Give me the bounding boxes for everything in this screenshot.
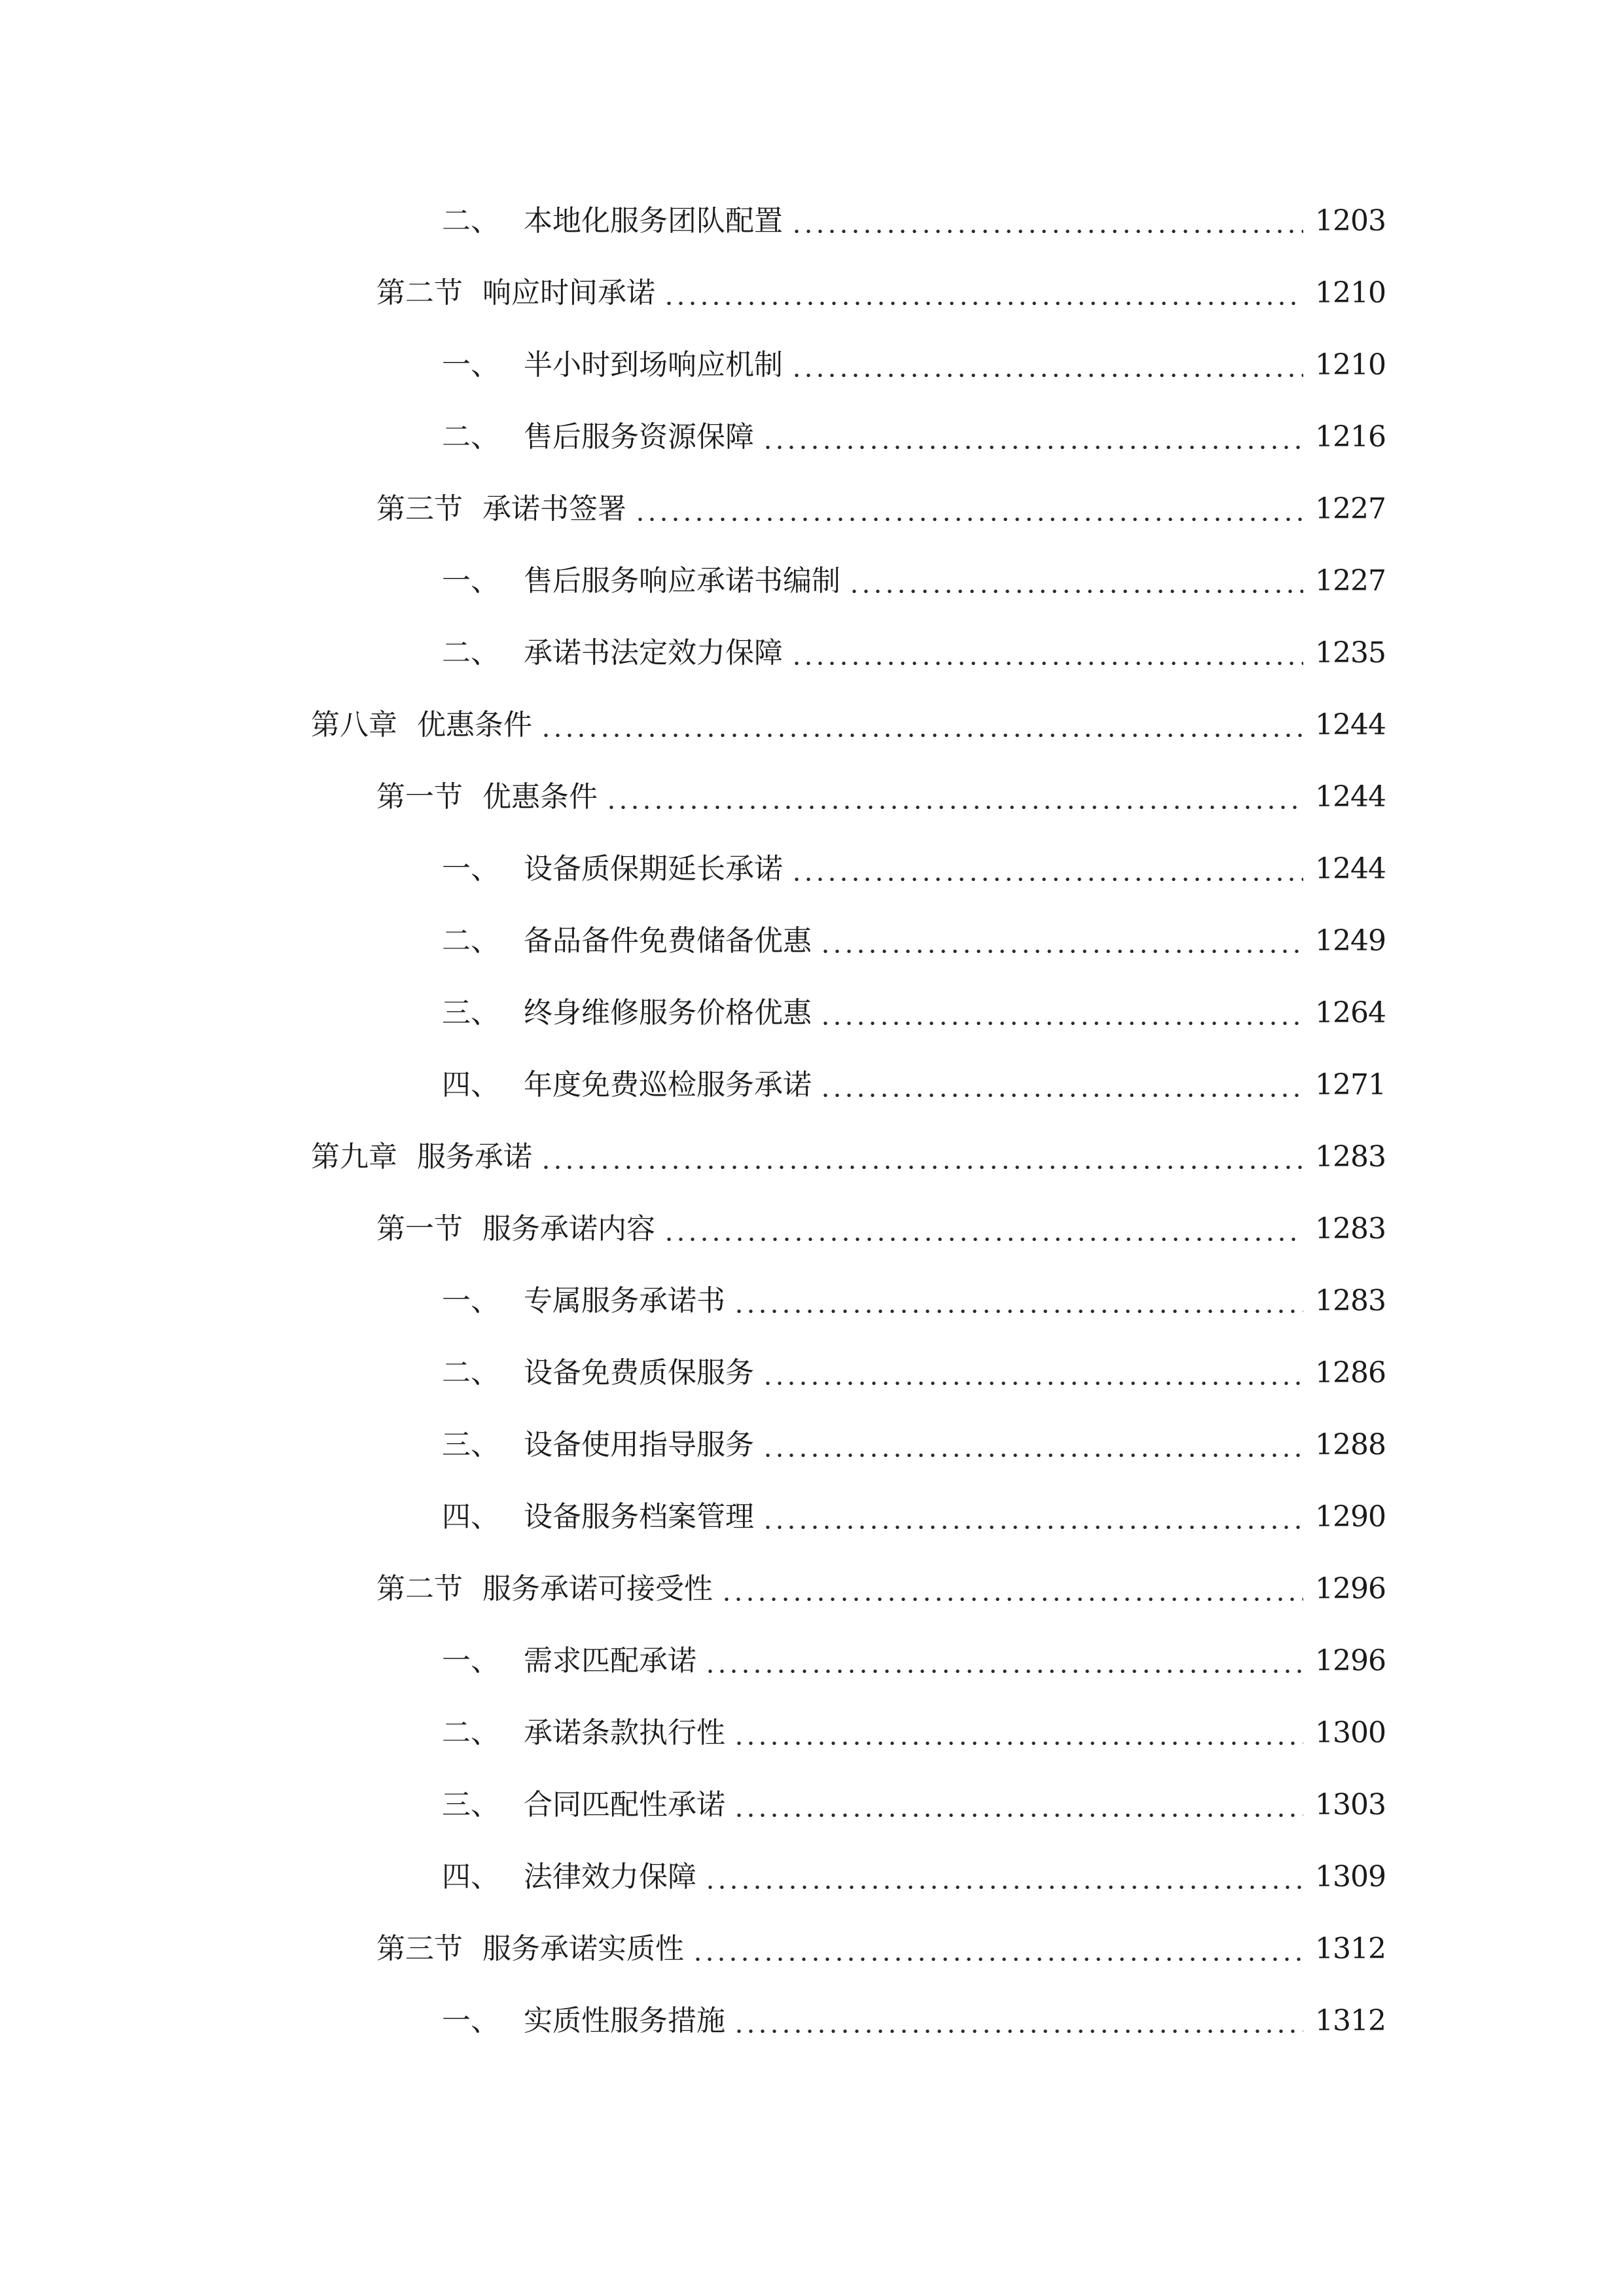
dot-leader bbox=[721, 1575, 1303, 1604]
toc-entry[interactable] bbox=[0, 1913, 1624, 1985]
entry-number: 四、 bbox=[442, 1500, 499, 1534]
entry-title: 响应时间承诺 bbox=[482, 276, 655, 310]
dot-leader bbox=[733, 2007, 1303, 2036]
dot-leader bbox=[791, 351, 1303, 380]
toc-entry[interactable] bbox=[0, 329, 1624, 401]
page-number: 1283 bbox=[1315, 1284, 1386, 1318]
entry-number: 二、 bbox=[442, 1716, 499, 1749]
toc-entry[interactable] bbox=[0, 1409, 1624, 1481]
toc-entry[interactable] bbox=[0, 1265, 1624, 1337]
dot-leader bbox=[663, 279, 1303, 308]
toc-entry[interactable] bbox=[0, 185, 1624, 257]
entry-number: 第二节 bbox=[376, 1572, 463, 1605]
toc-entry[interactable] bbox=[0, 545, 1624, 617]
entry-title: 本地化服务团队配置 bbox=[524, 204, 783, 238]
toc-entry[interactable] bbox=[0, 1841, 1624, 1913]
entry-title: 专属服务承诺书 bbox=[524, 1284, 725, 1318]
page-number: 1249 bbox=[1315, 924, 1386, 958]
page-number: 1288 bbox=[1315, 1428, 1386, 1462]
toc-entry[interactable] bbox=[0, 977, 1624, 1049]
toc-entry[interactable] bbox=[0, 1769, 1624, 1841]
entry-title: 设备免费质保服务 bbox=[524, 1356, 754, 1390]
toc-entry[interactable] bbox=[0, 905, 1624, 977]
entry-title: 承诺书法定效力保障 bbox=[524, 636, 783, 670]
entry-number: 第二节 bbox=[376, 276, 463, 310]
dot-leader bbox=[762, 1359, 1303, 1388]
toc-entry[interactable] bbox=[0, 1121, 1624, 1193]
dot-leader bbox=[605, 783, 1303, 812]
entry-title: 售后服务响应承诺书编制 bbox=[524, 564, 840, 598]
page-number: 1203 bbox=[1315, 204, 1386, 238]
dot-leader bbox=[692, 1935, 1303, 1964]
page-number: 1210 bbox=[1315, 348, 1386, 382]
dot-leader bbox=[704, 1863, 1303, 1892]
table-of-contents bbox=[0, 185, 1624, 2057]
entry-title: 设备服务档案管理 bbox=[524, 1500, 754, 1534]
toc-entry[interactable] bbox=[0, 1193, 1624, 1265]
toc-entry[interactable] bbox=[0, 1697, 1624, 1769]
toc-entry[interactable] bbox=[0, 1481, 1624, 1553]
entry-title: 半小时到场响应机制 bbox=[524, 348, 783, 382]
entry-title: 实质性服务措施 bbox=[524, 2004, 725, 2037]
dot-leader bbox=[762, 1431, 1303, 1460]
dot-leader bbox=[733, 1791, 1303, 1820]
page-number: 1300 bbox=[1315, 1716, 1386, 1749]
entry-title: 年度免费巡检服务承诺 bbox=[524, 1068, 812, 1102]
entry-number: 二、 bbox=[442, 636, 499, 670]
page-number: 1264 bbox=[1315, 996, 1386, 1030]
entry-number: 四、 bbox=[442, 1068, 499, 1102]
entry-number: 第一节 bbox=[376, 1212, 463, 1246]
dot-leader bbox=[820, 999, 1303, 1028]
entry-number: 三、 bbox=[442, 1428, 499, 1462]
entry-title: 优惠条件 bbox=[417, 708, 532, 742]
dot-leader bbox=[704, 1647, 1303, 1676]
dot-leader bbox=[634, 495, 1303, 524]
entry-title: 设备质保期延长承诺 bbox=[524, 852, 783, 886]
dot-leader bbox=[540, 1143, 1303, 1172]
page-number: 1312 bbox=[1315, 2004, 1386, 2037]
toc-entry[interactable] bbox=[0, 617, 1624, 689]
entry-title: 服务承诺内容 bbox=[482, 1212, 655, 1246]
page-number: 1312 bbox=[1315, 1932, 1386, 1965]
page-number: 1296 bbox=[1315, 1572, 1386, 1605]
toc-entry[interactable] bbox=[0, 257, 1624, 329]
toc-entry[interactable] bbox=[0, 1049, 1624, 1121]
entry-number: 第三节 bbox=[376, 492, 463, 526]
toc-entry[interactable] bbox=[0, 1337, 1624, 1409]
page-number: 1210 bbox=[1315, 276, 1386, 310]
page-number: 1244 bbox=[1315, 780, 1386, 814]
dot-leader bbox=[540, 711, 1303, 740]
entry-title: 合同匹配性承诺 bbox=[524, 1788, 725, 1821]
entry-number: 一、 bbox=[442, 2004, 499, 2037]
dot-leader bbox=[663, 1215, 1303, 1244]
dot-leader bbox=[762, 423, 1303, 452]
entry-number: 一、 bbox=[442, 564, 499, 598]
entry-title: 承诺书签署 bbox=[482, 492, 626, 526]
entry-title: 服务承诺可接受性 bbox=[482, 1572, 713, 1605]
page-number: 1290 bbox=[1315, 1500, 1386, 1534]
dot-leader bbox=[820, 927, 1303, 956]
page-number: 1271 bbox=[1315, 1068, 1386, 1102]
page-number: 1216 bbox=[1315, 420, 1386, 454]
toc-entry[interactable] bbox=[0, 761, 1624, 833]
page-number: 1227 bbox=[1315, 564, 1386, 598]
entry-number: 第一节 bbox=[376, 780, 463, 814]
toc-entry[interactable] bbox=[0, 1625, 1624, 1697]
entry-number: 第三节 bbox=[376, 1932, 463, 1965]
dot-leader bbox=[733, 1719, 1303, 1748]
entry-number: 二、 bbox=[442, 1356, 499, 1390]
entry-number: 第八章 bbox=[311, 708, 397, 742]
dot-leader bbox=[762, 1503, 1303, 1532]
entry-title: 承诺条款执行性 bbox=[524, 1716, 725, 1749]
page-number: 1296 bbox=[1315, 1644, 1386, 1677]
entry-title: 终身维修服务价格优惠 bbox=[524, 996, 812, 1030]
toc-entry[interactable] bbox=[0, 833, 1624, 905]
dot-leader bbox=[791, 639, 1303, 668]
toc-entry[interactable] bbox=[0, 689, 1624, 761]
entry-title: 服务承诺实质性 bbox=[482, 1932, 684, 1965]
page-number: 1244 bbox=[1315, 708, 1386, 742]
page-number: 1303 bbox=[1315, 1788, 1386, 1821]
entry-title: 服务承诺 bbox=[417, 1140, 532, 1174]
page-number: 1283 bbox=[1315, 1140, 1386, 1174]
page-number: 1244 bbox=[1315, 852, 1386, 886]
entry-number: 二、 bbox=[442, 204, 499, 238]
page-number: 1227 bbox=[1315, 492, 1386, 526]
entry-number: 一、 bbox=[442, 852, 499, 886]
entry-number: 第九章 bbox=[311, 1140, 397, 1174]
page-number: 1235 bbox=[1315, 636, 1386, 670]
entry-title: 需求匹配承诺 bbox=[524, 1644, 696, 1677]
entry-title: 售后服务资源保障 bbox=[524, 420, 754, 454]
entry-number: 二、 bbox=[442, 420, 499, 454]
entry-number: 四、 bbox=[442, 1860, 499, 1893]
page-number: 1283 bbox=[1315, 1212, 1386, 1246]
entry-title: 优惠条件 bbox=[482, 780, 598, 814]
toc-entry[interactable] bbox=[0, 401, 1624, 473]
toc-entry[interactable] bbox=[0, 1985, 1624, 2057]
entry-number: 一、 bbox=[442, 348, 499, 382]
entry-number: 三、 bbox=[442, 1788, 499, 1821]
page-number: 1286 bbox=[1315, 1356, 1386, 1390]
dot-leader bbox=[848, 567, 1303, 596]
entry-number: 二、 bbox=[442, 924, 499, 958]
entry-title: 备品备件免费储备优惠 bbox=[524, 924, 812, 958]
dot-leader bbox=[820, 1071, 1303, 1100]
dot-leader bbox=[791, 207, 1303, 236]
toc-entry[interactable] bbox=[0, 473, 1624, 545]
page-number: 1309 bbox=[1315, 1860, 1386, 1893]
entry-title: 设备使用指导服务 bbox=[524, 1428, 754, 1462]
entry-number: 三、 bbox=[442, 996, 499, 1030]
dot-leader bbox=[791, 855, 1303, 884]
dot-leader bbox=[733, 1287, 1303, 1316]
entry-title: 法律效力保障 bbox=[524, 1860, 696, 1893]
toc-entry[interactable] bbox=[0, 1553, 1624, 1625]
entry-number: 一、 bbox=[442, 1284, 499, 1318]
entry-number: 一、 bbox=[442, 1644, 499, 1677]
